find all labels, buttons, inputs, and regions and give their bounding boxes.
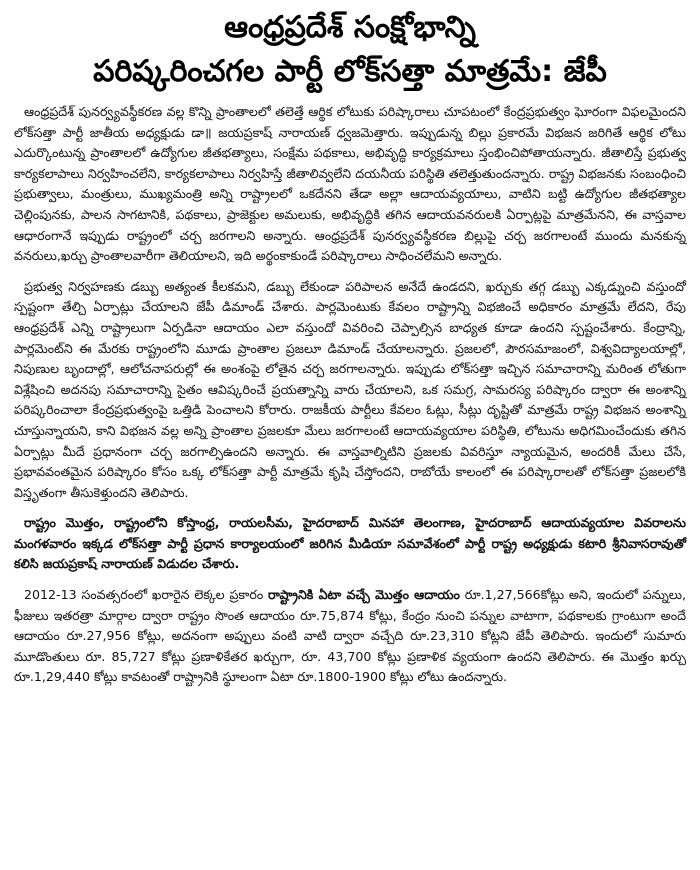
paragraph-4-intro: 2012-13 సంవత్సరంలో ఖరారైన లెక్కల ప్రకారం	[24, 587, 269, 603]
headline-line-1: ఆంధ్రప్రదేశ్ సంక్షోభాన్ని	[224, 10, 476, 45]
article-paragraph-1: ఆంధ్రప్రదేశ్ పునర్వ్యవస్థీకరణ వల్ల కొన్ని ప్రాంతాలలో తలెత్తే ఆర్థిక లోటుకు పరిష్కారాలు చూపటంలో కేంద్రప్రభుత్వం ఘోరంగా విఫలమైందని లోక్‌సత్తా పార్టీ జాతీయ అధ్యక్షుడు డా॥ జయప్రకాష్ నారాయణ్ ధ్వజమెత్తారు. ఇప్పుడున్న బిల్లు ప్రకారమే విభజన జరిగితే ఆర్థిక లోటు ఎదుర్కొంటున్న ప్రాంతాలలో ఉద్యోగుల జీతభత్యాలు, సంక్షేమ పథకాలు, అభివృద్ధి కార్యక్రమాలు స్తంభించిపోతాయన్నారు. జీతాలిస్తే ప్రభుత్వ కార్యకలాపాలు నిర్వహించలేని, కార్యకలాపాలు నిర్వహిస్తే జీతాలివ్వలేని దయనీయ పరిస్థితి తలెత్తుతుందన్నారు. రాష్ట్ర విభజనకు సంబంధించి ప్రభుత్వాలు, మంత్రులు, ముఖ్యమంత్రి అన్ని రాష్ట్రాలలో ఒకదేనని తేడా అల్లా ఆదాయవ్యయాలు, వాటిని బట్టి ఉద్యోగుల జీతభత్యాల చెల్లింపునకు, పాలన సాగటానికి, పథకాలు, ప్రాజెక్టుల అమలుకు, అభివృద్ధికి తగిన ఆదాయవనరులకి ఏర్పాట్లపై మాత్రమేనని, ఈ వాస్తవాల ఆధారంగానే ఇప్పుడు రాష్ట్రంలో చర్చ జరగాలని అన్నారు. ఆంధ్రప్రదేశ్ పునర్వ్యవస్థీకరణ బిల్లుపై చర్చ జరగాలంటే ముందు మనకున్న వనరులు,ఖర్చు ప్రాంతాలవారీగా తెలియాలని, ఇది అర్థంకాకుండే పరిష్కారాలు సాధించలేమని అన్నారు.	[14, 104, 686, 264]
headline-line-2: పరిష్కరించగల పార్టీ లోక్‌సత్తా మాత్రమే: జేపీ	[93, 54, 607, 89]
article-paragraph-3: రాష్ట్రం మొత్తం, రాష్ట్రంలోని కోస్తాంధ్ర, రాయలసీమ, హైదరాబాద్ మినహా తెలంగాణ, హైదరాబాద్ ఆదాయవ్యయాల వివరాలను మంగళవారం ఇక్కడ లోక్‌సత్తా పార్టీ ప్రధాన కార్యాలయంలో జరిగిన మీడియా సమావేశంలో పార్టీ రాష్ట్ర అధ్యక్షుడు కటారి శ్రీనివాసరావుతో కలిసి జయప్రకాష్ నారాయణ్ విడుదల చేశారు.	[14, 515, 686, 572]
article-paragraph-2: ప్రభుత్వ నిర్వహణకు డబ్బు అత్యంత కీలకమని, డబ్బు లేకుండా పరిపాలన అనేదే ఉండదని, ఖర్చుకు తగ్గ డబ్బు ఎక్కడ్నుంచి వస్తుందో స్పష్టంగా తేల్చి ఏర్పాట్లు చేయాలని జేపీ డిమాండ్ చేశారు. పార్లమెంటుకు కేవలం రాష్ట్రాన్ని విభజించే అధికారం మాత్రమే లేదని, రేపు ఆంధ్రప్రదేశ్ ఎన్ని రాష్ట్రాలుగా ఏర్పడినా ఆదాయం ఎలా వస్తుందో వివరించి చెప్పాల్సిన బాధ్యత కూడా ఉందని స్పష్టంచేశారు. కేంద్రాన్ని, పార్లమెంట్‌ని ఈ మేరకు రాష్ట్రంలోని మూడు ప్రాంతాల ప్రజలూ డిమాండ్ చేయాలన్నారు. ప్రజలలో, పౌరసమాజంలో, విశ్వవిద్యాలయాల్లో, నిపుణుల బృందాల్లో, ఆలోచనాపరుల్లో ఈ అంశంపై లోతైన చర్చ జరగాలన్నారు. ఇప్పుడు లోక్‌సత్తా ఇచ్చిన సమాచారాన్ని మరింత లోతుగా విశ్లేషించి అదనపు సమాచారాన్ని సైతం ఆవిష్కరించే ప్రయత్నాన్ని వారు చేయాలని, ఒక సమగ్ర, సామరస్య పరిష్కారం ద్వారా ఈ అంశాన్ని పరిష్కరించాలా కేంద్రప్రభుత్వంపై ఒత్తిడి పెంచాలని కోరారు. రాజకీయ పార్టీలు కేవలం ఓట్లు, సీట్లు దృష్టితో మాత్రమే రాష్ట్ర విభజన అంశాన్ని చూస్తున్నాయని, కాని విభజన వల్ల అన్ని ప్రాంతాల ప్రజలకూ మేలు జరగాలంటే ఆదాయవ్యయాల పరిస్థితి, లోటును అధిగమించేందుకు తగిన ఏర్పాట్లు మీదే ప్రధానంగా చర్చ జరగాల్సిఉందని అన్నారు. ఈ వాస్తవాల్నిటిని ప్రజలకు వివరిస్తూ న్యాయమైన, అందరికీ మేలు చేసే, ప్రభావవంతమైన పరిష్కారం కోసం ఒక్క లోక్‌సత్తా పార్టీ మాత్రమే కృషి చేస్తోందని, రాబోయే కాలంలో ఈ పరిష్కారాలతో లోక్‌సత్తా ప్రజలలోకి విస్తృతంగా తీసుకెళ్తుందని తెలిపారు.	[14, 278, 686, 500]
paragraph-4-body: రూ.1,27,566కోట్లు అని, ఇందులో పన్నులు, ఫీజులు ఇతరత్రా మార్గాల ద్వారా రాష్ట్రం సొంత ఆదాయం రూ.75,874 కోట్లు, కేంద్రం నుంచి పన్నుల వాటాగా, పథకాలకు గ్రాంటుగా అందే ఆదాయం రూ.27,956 కోట్లు, అదనంగా అప్పులు వంటి వాటి ద్వారా వచ్చేది రూ.23,310 కోట్లని జేపీ తెలిపారు. ఇందులో సుమారు మూడొంతులు రూ. 85,727 కోట్లు ప్రణాళికేతర ఖర్చుగా, రూ. 43,700 కోట్లు ప్రణాళిక వ్యయంగా ఉందని తెలిపారు. ఈ మొత్తం ఖర్చు రూ.1,29,440 కోట్లు కావటంతో రాష్ట్రానికి స్థూలంగా ఏటా రూ.1800-1900 కోట్లు లోటు ఉందన్నారు.	[14, 587, 686, 685]
paragraph-4-highlight: రాష్ట్రానికి ఏటా వచ్చే మొత్తం ఆదాయం	[268, 587, 460, 603]
article-paragraph-4	[14, 585, 686, 688]
